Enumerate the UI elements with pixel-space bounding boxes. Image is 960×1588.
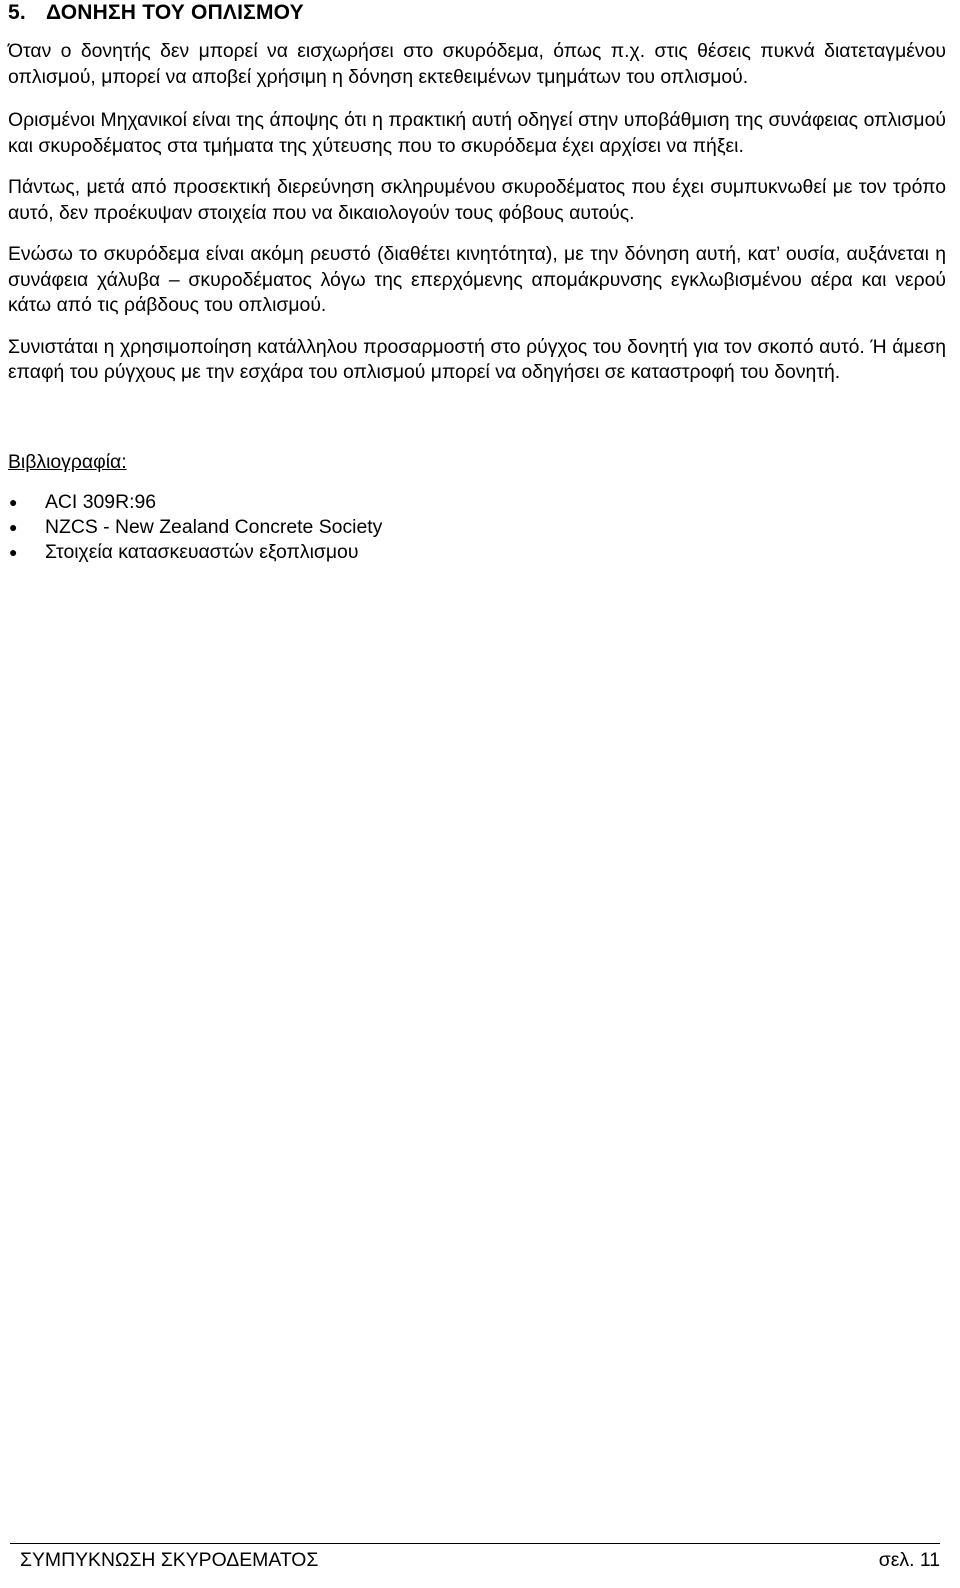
paragraph-5: Συνιστάται η χρησιμοποίηση κατάλληλου προσαρμοστή στο ρύγχος του δονητή για τον σκοπό αυτό. Ή άμεση επαφή του ρύγχους με την εσχάρα του οπλισμού μπορεί να οδηγήσει σε καταστροφή του δονητή. xyxy=(8,335,946,383)
paragraph-4: Ενώσω το σκυρόδεμα είναι ακόμη ρευστό (διαθέτει κινητότητα), με την δόνηση αυτή, κατ’ ουσία, αυξάνεται η συνάφεια χάλυβα – σκυροδέματος λόγω της επερχόμενης απομάκρυνσης εγκλωβισμένου αέρα και νερού κάτω από τις ράβδους του οπλισμού. xyxy=(8,243,946,316)
bibliography-title: Βιβλιογραφία: xyxy=(8,450,127,473)
paragraph-2: Ορισμένοι Μηχανικοί είναι της άποψης ότι η πρακτική αυτή οδηγεί στην υποβάθμιση της συνάφειας οπλισμού και σκυροδέματος στα τμήματα της χύτευσης που το σκυρόδεμα έχει αρχίσει να πήξει. xyxy=(8,109,946,157)
bullet-icon: ● xyxy=(9,543,18,560)
list-item-text: ACI 309R:96 xyxy=(45,490,157,513)
bullet-icon: ● xyxy=(9,493,18,510)
list-item xyxy=(8,540,946,565)
bibliography-list xyxy=(8,490,946,565)
list-item-text: NZCS - New Zealand Concrete Society xyxy=(45,515,383,538)
footer-document-title: ΣΥΜΠΥΚΝΩΣΗ ΣΚΥΡΟΔΕΜΑΤΟΣ xyxy=(20,1549,319,1571)
footer-page-number: σελ. 11 xyxy=(878,1549,940,1571)
document-page xyxy=(8,0,946,565)
list-item-text: Στοιχεία κατασκευαστών εξοπλισμου xyxy=(45,540,359,563)
list-item xyxy=(8,515,946,540)
section-number: 5. xyxy=(8,1,26,24)
section-title: ΔΟΝΗΣΗ ΤΟΥ ΟΠΛΙΣΜΟΥ xyxy=(46,1,304,24)
paragraph-1: Όταν ο δονητής δεν μπορεί να εισχωρήσει στο σκυρόδεμα, όπως π.χ. στις θέσεις πυκνά διατεταγμένου οπλισμού, μπορεί να αποβεί χρήσιμη η δόνηση εκτεθειμένων τμημάτων του οπλισμού. xyxy=(8,40,946,88)
paragraph-3: Πάντως, μετά από προσεκτική διερεύνηση σκληρυμένου σκυροδέματος που έχει συμπυκνωθεί με τον τρόπο αυτό, δεν προέκυψαν στοιχεία που να δικαιολογούν τους φόβους αυτούς. xyxy=(8,176,946,224)
page-footer xyxy=(10,1543,940,1572)
list-item xyxy=(8,490,946,515)
section-heading xyxy=(8,0,946,25)
bullet-icon: ● xyxy=(9,518,18,535)
